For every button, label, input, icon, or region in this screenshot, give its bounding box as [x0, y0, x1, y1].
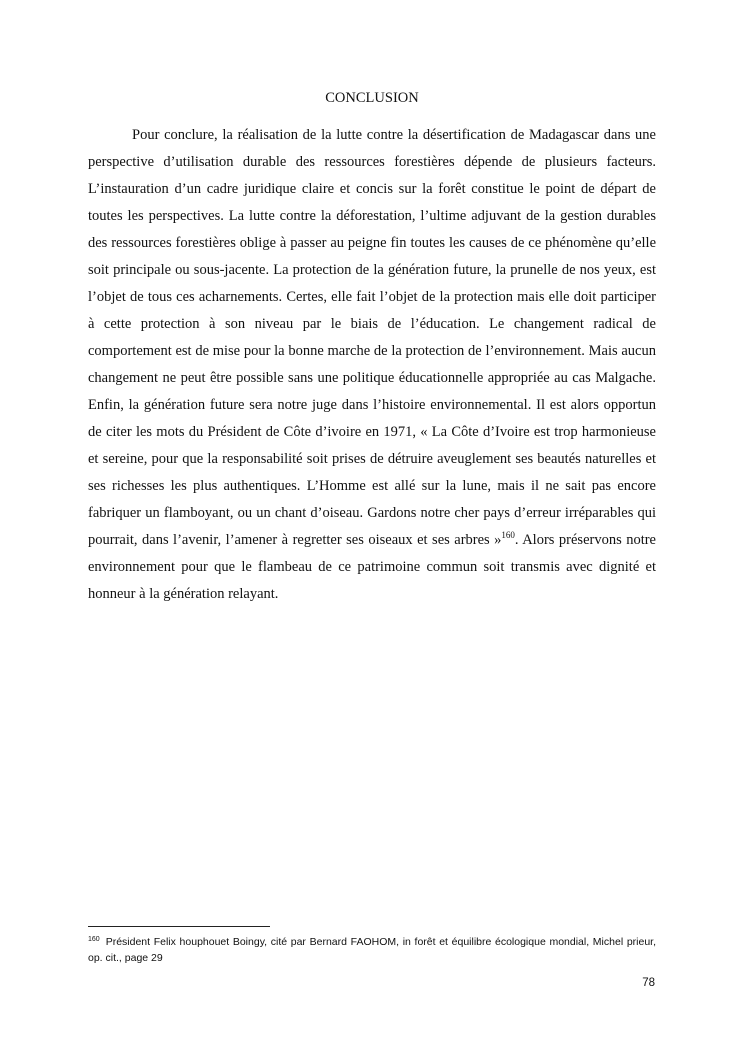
conclusion-paragraph [88, 122, 656, 608]
page-number: 78 [642, 977, 655, 989]
section-heading: CONCLUSION [325, 90, 419, 106]
footnote-separator [88, 926, 270, 927]
footnote-text: Président Felix houphouet Boingy, cité par Bernard FAOHOM, in forêt et équilibre écologique mondial, Michel prieur, op. cit., page 29 [88, 936, 656, 964]
paragraph-text-part2: . Alors préservons notre environnement pour que le flambeau de ce patrimoine commun soit transmis avec dignité et honneur à la génération relayant. [88, 532, 656, 602]
footnote-reference[interactable]: 160 [501, 530, 515, 541]
footnote [88, 934, 656, 966]
paragraph-text-part1: Pour conclure, la réalisation de la lutte contre la désertification de Madagascar dans une perspective d’utilisation durable des ressources forestières dépende de plusieurs facteurs. L’instauration d’un cadre juridique claire et concis sur la forêt constitue le point de départ de toutes les perspectives. La lutte contre la déforestation, l’ultime adjuvant de la gestion durables des ressources forestières oblige à passer au peigne fin toutes les causes de ce phénomène qu’elle soit principale ou sous-jacente. La protection de la génération future, la prunelle de nos yeux, est l’objet de tous ces acharnements. Certes, elle fait l’objet de la protection mais elle doit participer à cette protection à son niveau par le biais de l’éducation. Le changement radical de comportement est de mise pour la bonne marche de la protection de l’environnement. Mais aucun changement ne peut être possible sans une politique éducationnelle appropriée au cas Malgache. Enfin, la génération future sera notre juge dans l’histoire environnemental. Il est alors opportun de citer les mots du Président de Côte d’ivoire en 1971, « La Côte d’Ivoire est trop harmonieuse et sereine, pour que la responsabilité soit prises de détruire aveuglement ses beautés naturelles et ses richesses les plus authentiques. L’Homme est allé sur la lune, mais il ne sait pas encore fabriquer un flamboyant, ou un chant d’oiseau. Gardons notre cher pays d’erreur irréparables qui pourrait, dans l’avenir, l’amener à regretter ses oiseaux et ses arbres » [88, 127, 656, 548]
footnote-number: 160 [88, 935, 100, 943]
